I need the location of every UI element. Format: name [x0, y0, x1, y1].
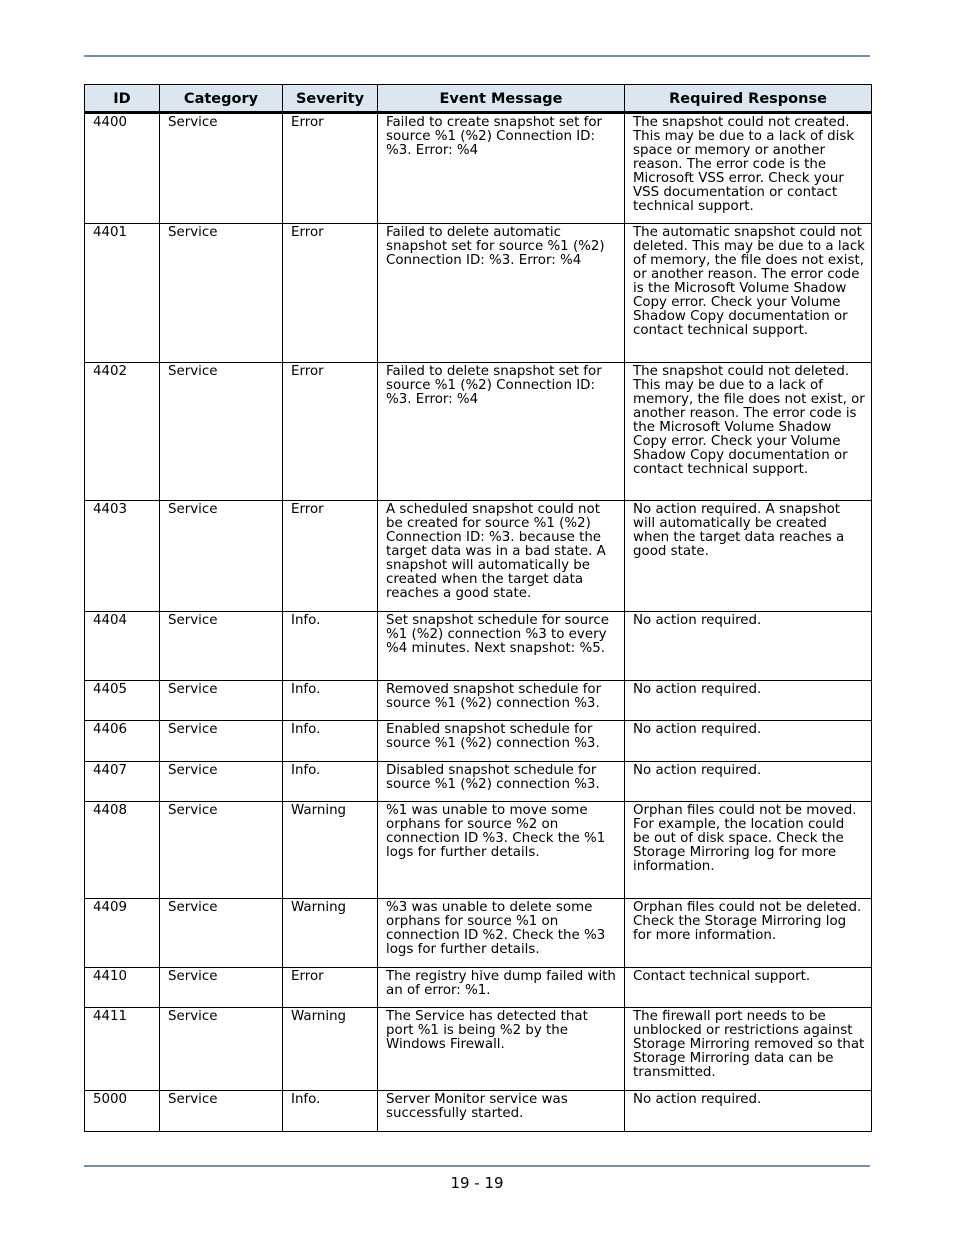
cell-event-message: A scheduled snapshot could not be created for source %1 (%2) Connection ID: %3. because the target data was in a bad state. A snapshot will automatically be created when the target data reaches a good state.: [378, 501, 625, 612]
cell-id: 4406: [85, 721, 160, 762]
table-row: [85, 681, 872, 721]
cell-required-response: The automatic snapshot could not deleted. This may be due to a lack of memory, the file does not exist, or another reason. The error code is the Microsoft Volume Shadow Copy error. Check your Volume Shadow Copy documentation or contact technical support.: [625, 224, 872, 363]
cell-event-message: Set snapshot schedule for source %1 (%2) connection %3 to every %4 minutes. Next snapshot: %5.: [378, 612, 625, 681]
cell-event-message: Failed to create snapshot set for source %1 (%2) Connection ID: %3. Error: %4: [378, 113, 625, 224]
cell-severity: Info.: [283, 681, 378, 721]
cell-event-message: The Service has detected that port %1 is being %2 by the Windows Firewall.: [378, 1008, 625, 1091]
cell-id: 4410: [85, 968, 160, 1008]
cell-category: Service: [160, 762, 283, 802]
table-row: [85, 501, 872, 612]
cell-category: Service: [160, 612, 283, 681]
cell-category: Service: [160, 968, 283, 1008]
cell-category: Service: [160, 721, 283, 762]
cell-required-response: No action required.: [625, 681, 872, 721]
cell-id: 4403: [85, 501, 160, 612]
cell-required-response: No action required.: [625, 612, 872, 681]
column-header-id: ID: [85, 85, 160, 113]
table-row: [85, 721, 872, 762]
cell-event-message: Failed to delete snapshot set for source %1 (%2) Connection ID: %3. Error: %4: [378, 363, 625, 501]
cell-severity: Warning: [283, 1008, 378, 1091]
cell-category: Service: [160, 1008, 283, 1091]
cell-id: 4407: [85, 762, 160, 802]
cell-required-response: The snapshot could not created. This may be due to a lack of disk space or memory or another reason. The error code is the Microsoft VSS error. Check your VSS documentation or contact technical support.: [625, 113, 872, 224]
cell-category: Service: [160, 224, 283, 363]
cell-event-message: %3 was unable to delete some orphans for source %1 on connection ID %2. Check the %3 logs for further details.: [378, 899, 625, 968]
cell-severity: Error: [283, 113, 378, 224]
column-header-severity: Severity: [283, 85, 378, 113]
table-row: [85, 1008, 872, 1091]
cell-event-message: The registry hive dump failed with an of error: %1.: [378, 968, 625, 1008]
cell-severity: Info.: [283, 721, 378, 762]
cell-severity: Info.: [283, 762, 378, 802]
column-header-category: Category: [160, 85, 283, 113]
cell-required-response: The firewall port needs to be unblocked or restrictions against Storage Mirroring removed so that Storage Mirroring data can be transmitted.: [625, 1008, 872, 1091]
cell-id: 4409: [85, 899, 160, 968]
cell-id: 4405: [85, 681, 160, 721]
table-row: [85, 802, 872, 899]
cell-severity: Warning: [283, 802, 378, 899]
table-row: [85, 899, 872, 968]
cell-severity: Error: [283, 363, 378, 501]
cell-required-response: No action required. A snapshot will automatically be created when the target data reaches a good state.: [625, 501, 872, 612]
cell-severity: Error: [283, 224, 378, 363]
cell-severity: Info.: [283, 612, 378, 681]
table-row: [85, 1091, 872, 1132]
cell-id: 4411: [85, 1008, 160, 1091]
cell-event-message: %1 was unable to move some orphans for source %2 on connection ID %3. Check the %1 logs for further details.: [378, 802, 625, 899]
cell-id: 4404: [85, 612, 160, 681]
cell-required-response: No action required.: [625, 1091, 872, 1132]
cell-id: 4400: [85, 113, 160, 224]
cell-severity: Info.: [283, 1091, 378, 1132]
cell-required-response: No action required.: [625, 721, 872, 762]
cell-required-response: The snapshot could not deleted. This may be due to a lack of memory, the file does not exist, or another reason. The error code is the Microsoft Volume Shadow Copy error. Check your Volume Shadow Copy documentation or contact technical support.: [625, 363, 872, 501]
cell-category: Service: [160, 501, 283, 612]
cell-required-response: Contact technical support.: [625, 968, 872, 1008]
cell-event-message: Removed snapshot schedule for source %1 (%2) connection %3.: [378, 681, 625, 721]
cell-category: Service: [160, 802, 283, 899]
cell-id: 5000: [85, 1091, 160, 1132]
footer-rule: [84, 1165, 870, 1167]
cell-severity: Error: [283, 501, 378, 612]
cell-event-message: Failed to delete automatic snapshot set for source %1 (%2) Connection ID: %3. Error: %4: [378, 224, 625, 363]
cell-event-message: Server Monitor service was successfully started.: [378, 1091, 625, 1132]
table-row: [85, 612, 872, 681]
cell-category: Service: [160, 681, 283, 721]
cell-required-response: No action required.: [625, 762, 872, 802]
cell-id: 4408: [85, 802, 160, 899]
table-row: [85, 363, 872, 501]
cell-id: 4402: [85, 363, 160, 501]
cell-category: Service: [160, 899, 283, 968]
table-row: [85, 113, 872, 224]
cell-severity: Error: [283, 968, 378, 1008]
page-number: 19 - 19: [450, 1174, 504, 1192]
cell-category: Service: [160, 113, 283, 224]
cell-severity: Warning: [283, 899, 378, 968]
table-row: [85, 762, 872, 802]
table-header-row: [85, 85, 872, 113]
column-header-required-response: Required Response: [625, 85, 872, 113]
cell-category: Service: [160, 363, 283, 501]
cell-event-message: Disabled snapshot schedule for source %1 (%2) connection %3.: [378, 762, 625, 802]
table-row: [85, 968, 872, 1008]
cell-required-response: Orphan files could not be deleted. Check the Storage Mirroring log for more information.: [625, 899, 872, 968]
event-table: [84, 84, 872, 1132]
cell-category: Service: [160, 1091, 283, 1132]
column-header-event-message: Event Message: [378, 85, 625, 113]
cell-required-response: Orphan files could not be moved. For example, the location could be out of disk space. Check the Storage Mirroring log for more information.: [625, 802, 872, 899]
header-rule: [84, 55, 870, 57]
cell-event-message: Enabled snapshot schedule for source %1 (%2) connection %3.: [378, 721, 625, 762]
cell-id: 4401: [85, 224, 160, 363]
table-row: [85, 224, 872, 363]
